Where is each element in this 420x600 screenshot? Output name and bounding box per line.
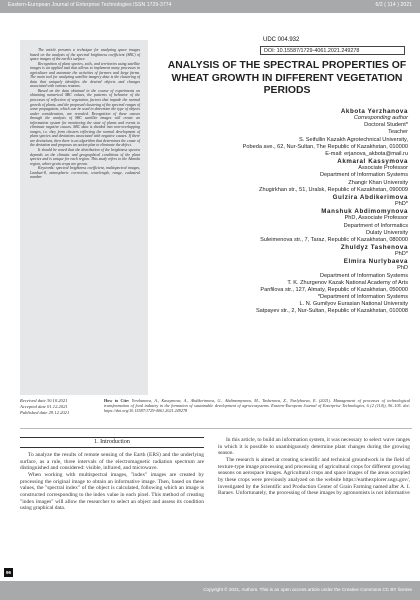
author-name: Elmira Nurlybaeva	[343, 258, 408, 266]
citation-block	[104, 398, 410, 414]
accepted-date: Accepted date 01.12.2021	[20, 404, 68, 409]
body-column-right	[218, 437, 410, 497]
author-detail: Department of Informatics	[343, 222, 408, 229]
author-detail: Dulaty University	[366, 229, 408, 236]
article-title: ANALYSIS OF THE SPECTRAL PROPERTIES OF WHEAT GROWTH IN DIFFERENT VEGETATION PERIODS	[167, 60, 407, 96]
author-detail[interactable]: E-mail: erjanova_akbota@mail.ru	[325, 150, 408, 157]
author-detail: Corresponding author	[353, 115, 408, 122]
author-detail: Department of Information Systems	[320, 272, 408, 279]
page-number: 96	[5, 570, 11, 575]
footer-bar	[0, 581, 420, 600]
abstract-panel	[20, 40, 148, 395]
abstract-paragraph: Based on the data obtained in the course of experiments on obtaining numerical SBC values, the patterns of behavior of the processes of reflection of vegetation, factors that impede the normal growth of plants, and the proposed clustering of the spectral ranges of wave propagation, which can be used to determine the type of objects under consideration, are revealed. Recognition of these causes through the analysis of SBC satellite images will create an information system for monitoring the state of plants and events to eliminate negative causes. SBC data is divided into non-overlapping ranges, i.e. they form clusters reflecting the normal development of plant species and deviations associated with negative causes. If there are deviations, then there is an algorithm that determines the cause of the deviation and proposes an action plan to eliminate the defect.	[30, 88, 140, 148]
body-paragraph: When working with multispectral images, "index" images are created by processing the original image to obtain an informative image. Then, based on these values, the "spectral index" of the object is calculated, following which an image is constructed corresponding to the index value in each pixel. This method of creating "index images" will allow the researcher to select an object and assess its condition using graphical data.	[20, 471, 204, 512]
author-detail: PhD	[397, 265, 408, 272]
author-affiliations	[158, 108, 408, 316]
abstract-paragraph: The article presents a technique for analyzing space images based on the analysis of the spectral brightness coefficient (SBC) of space images of the earth's surface.	[30, 48, 140, 62]
abstract-paragraph: Recognition of plant species, soils, and territories using satellite images is an applied task that allows to implement many processes in agriculture and automate the activities of farmers and large farms. The main tool for analyzing satellite imagery data is the clustering of data that uniquely identifies the desired objects and changes associated with various reasons.	[30, 61, 140, 89]
author-detail: Teacher	[388, 129, 408, 136]
author-name: Akbota Yerzhanova	[340, 108, 408, 115]
author-detail: PhD, Associate Professor	[344, 215, 408, 222]
issue-number: 6/2 ( 114 ) 2021	[375, 2, 412, 8]
author-detail: Pobeda ave., 62, Nur-Sultan, The Republic of Kazakhstan, 010000	[242, 143, 408, 150]
author-detail: PhD*	[394, 201, 408, 208]
journal-header-bar	[0, 0, 420, 13]
author-detail: S. Seifullin Kazakh Agrotechnical University,	[298, 136, 408, 143]
citation-label: How to Cite:	[104, 398, 130, 403]
divider	[20, 428, 412, 429]
body-paragraph: To analyze the results of remote sensing of the Earth (ERS) and the underlying surface, as a rule, three intervals of the electromagnetic radiation spectrum are distinguished and considered: visible, infrared, and microwave.	[20, 452, 204, 472]
author-detail: Department of Information Systems	[320, 172, 408, 179]
citation-text: Yerzhanova, A., Kassymova, A., Abdikerimova, G., Abdimomynova, M., Tashenova, Z., Nurlybaeva, E. (2021). Management of processes of technological transformation of food industry in the formation of sustainable development of agroecosystems. Eastern-European Journal of Enterprise Technologies, 6 (2 (114)), 96–105. doi: https://doi.org/10.15587/1729-4061.2021.249278	[104, 398, 410, 414]
body-paragraph: In this article, to build an information system, it was necessary to select wave ranges in which it is possible to unambiguously determine plant changes during the growing season.	[218, 437, 410, 457]
udc-code: UDC 004.932	[260, 36, 408, 45]
author-detail: PhD*	[394, 251, 408, 258]
author-name: Akmaral Kassymova	[337, 158, 408, 166]
author-detail: *Department of Information Systems	[317, 294, 408, 301]
abstract-text	[20, 40, 148, 180]
author-detail: Zhugirkhan str., 51, Uralsk, Republic of Kazakhstan, 090009	[259, 186, 408, 193]
author-name: Zhuldyz Tashenova	[340, 243, 408, 251]
copyright-notice: Copyright © 2021, Authors. This is an open access article under the Creative Commons CC BY license	[203, 587, 412, 592]
author-detail: Satpayev str., 2, Nur-Sultan, Republic of Kazakhstan, 010008	[255, 308, 408, 315]
author-detail: Suleimenova str., 7, Taraz, Republic of Kazakhstan, 080000	[260, 236, 408, 243]
abstract-paragraph: It should be noted that the distribution of the brightness spectra depends on the climatic and geographical conditions of the plant species and is unique for each region. This study refers to the Akmola region, where grain crops are grown.	[30, 148, 140, 166]
author-name: Manshuk Abdimomynova	[321, 208, 408, 216]
received-date: Received date 30.10.2021	[20, 398, 68, 403]
published-date: Published date 29.12.2021	[20, 410, 70, 415]
author-detail: Zhangir Khan University	[348, 179, 408, 186]
author-name: Gulzira Abdikerimova	[332, 193, 408, 201]
author-detail: L. N. Gumilyov Eurasian National University	[299, 301, 408, 308]
body-paragraph: The research is aimed at creating scientific and technical groundwork in the field of texture-type image processing and processing of agricultural crops for different growing seasons on aerospace images. Agricultural crops and space images of the areas occupied by these crops were previously analyzed on the website https://earthexplorer.usgs.gov/, investigated by the Scientific and Production Center of Grain Farming named after A. I. Baraev. Unfortunately, the processing of these images by agronomists is not informative	[218, 456, 410, 497]
article-dates	[20, 398, 100, 416]
abstract-keywords: Keywords: spectral brightness coefficient, multispectral images, Landsat-8, atmospheric correction, wavelength, range, cadastral number	[30, 166, 140, 180]
doi-link[interactable]: DOI: 10.15587/1729-4061.2021.249278	[260, 46, 405, 55]
body-column-left	[20, 452, 204, 512]
author-detail: T. K. Zhurgenov Kazak National Academy of Arts	[287, 279, 408, 286]
author-detail: Panfilova str., 127, Almaty, Republic of Kazakhstan, 050000	[260, 286, 408, 293]
author-detail: Doctoral Student*	[364, 122, 408, 129]
section-heading: 1. Introduction	[20, 437, 204, 448]
author-detail: Associate Professor	[358, 165, 408, 172]
journal-name: Eastern-European Journal of Enterprise Technologies ISSN 1729-3774	[8, 2, 172, 8]
